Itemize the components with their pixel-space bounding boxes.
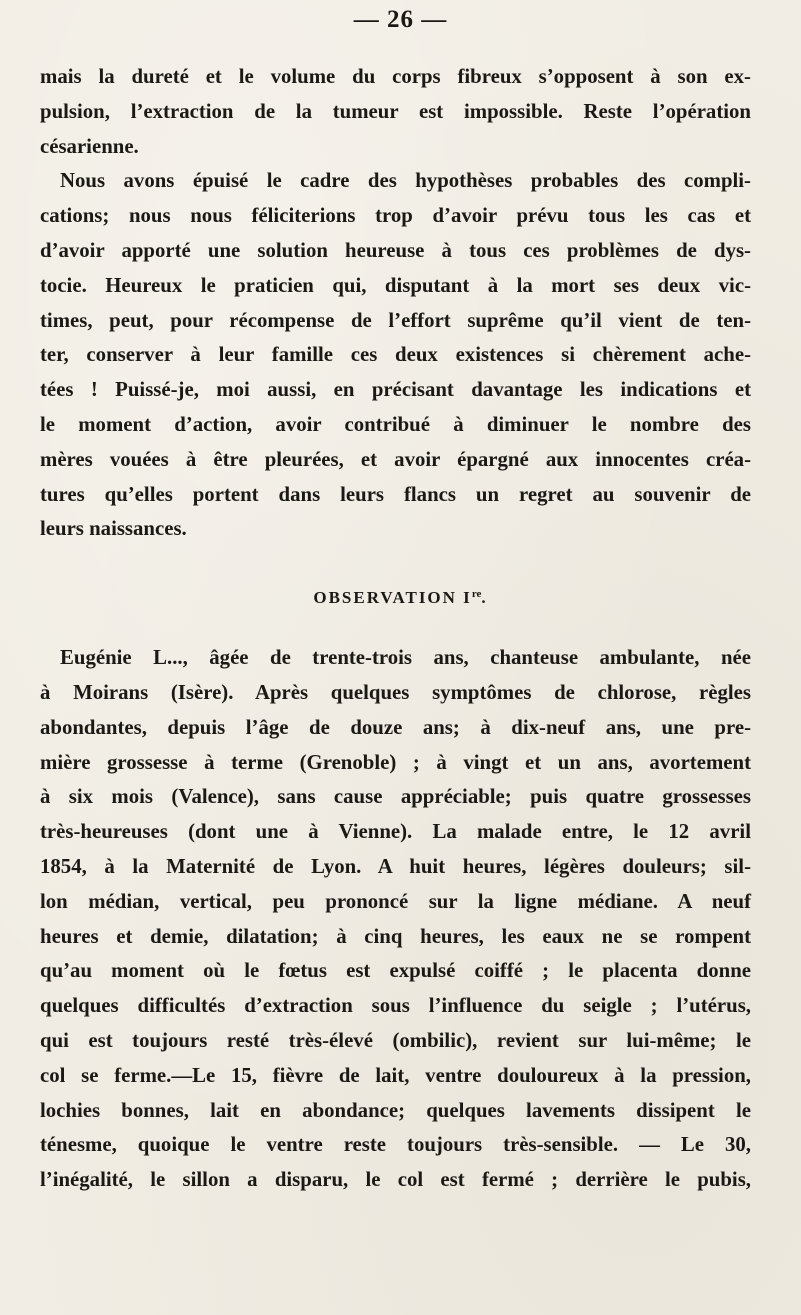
text-line: lon médian, vertical, peu prononcé sur la ligne médiane. A neuf <box>40 889 751 913</box>
text-line: d’avoir apporté une solution heureuse à tous ces problèmes de dys- <box>40 238 751 262</box>
text-line: times, peut, pour récompense de l’effort suprême qu’il vient de ten- <box>40 308 751 332</box>
text-line: à six mois (Valence), sans cause appréciable; puis quatre grossesses <box>40 785 751 809</box>
text-line: le moment d’action, avoir contribué à diminuer le nombre des <box>40 412 751 436</box>
text-line: cations; nous nous féliciterions trop d’avoir prévu tous les cas et <box>40 204 751 228</box>
text-line: qu’au moment où le fœtus est expulsé coiffé ; le placenta donne <box>40 959 751 983</box>
text-line: mière grossesse à terme (Grenoble) ; à vingt et un ans, avortement <box>40 750 751 774</box>
text-line: qui est toujours resté très-élevé (ombilic), revient sur lui-même; le <box>40 1028 751 1052</box>
text-line: abondantes, depuis l’âge de douze ans; à dix-neuf ans, une pre- <box>40 715 751 739</box>
observation-heading <box>40 577 751 615</box>
text-line: Nous avons épuisé le cadre des hypothèses probables des compli- <box>60 169 751 193</box>
text-line: tocie. Heureux le praticien qui, disputant à la mort ses deux vic- <box>40 273 751 297</box>
text-line: Eugénie L..., âgée de trente-trois ans, chanteuse ambulante, née <box>60 646 751 670</box>
text-line: mais la dureté et le volume du corps fibreux s’opposent à son ex- <box>40 65 751 88</box>
text-line: leurs naissances. <box>40 517 187 541</box>
text-line: lochies bonnes, lait en abondance; quelques lavements dissipent le <box>40 1098 751 1122</box>
text-line: col se ferme.—Le 15, fièvre de lait, ventre douloureux à la pression, <box>40 1063 751 1087</box>
observation-body <box>40 641 751 1198</box>
text-line: pulsion, l’extraction de la tumeur est impossible. Reste l’opération <box>40 99 751 123</box>
text-line: césarienne. <box>40 134 139 158</box>
text-line: l’inégalité, le sillon a disparu, le col est fermé ; derrière le pubis, <box>40 1168 751 1192</box>
text-line: heures et demie, dilatation; à cinq heures, les eaux ne se rompent <box>40 924 751 948</box>
text-line: tées ! Puissé-je, moi aussi, en précisant davantage les indications et <box>40 378 751 402</box>
observation-title: OBSERVATION I <box>313 588 472 608</box>
text-line: très-heureuses (dont une à Vienne). La malade entre, le 12 avril <box>40 820 751 844</box>
text-line: tures qu’elles portent dans leurs flancs un regret au souvenir de <box>40 482 751 506</box>
paragraph-1 <box>40 60 751 164</box>
text-line: 1854, à la Maternité de Lyon. A huit heures, légères douleurs; sil- <box>40 854 751 878</box>
text-line: à Moirans (Isère). Après quelques symptômes de chlorose, règles <box>40 680 751 704</box>
text-line: quelques difficultés d’extraction sous l’influence du seigle ; l’utérus, <box>40 994 751 1018</box>
text-line: ténesme, quoique le ventre reste toujours très-sensible. — Le 30, <box>40 1133 751 1157</box>
text-line: mères vouées à être pleurées, et avoir épargné aux innocentes créa- <box>40 447 751 471</box>
observation-title-period: . <box>481 588 488 608</box>
paragraph-2 <box>40 164 751 547</box>
observation-title-superscript: re <box>471 588 482 601</box>
page-number: — 26 — <box>353 6 448 33</box>
text-line: ter, conserver à leur famille ces deux existences si chèrement ache- <box>40 343 751 367</box>
